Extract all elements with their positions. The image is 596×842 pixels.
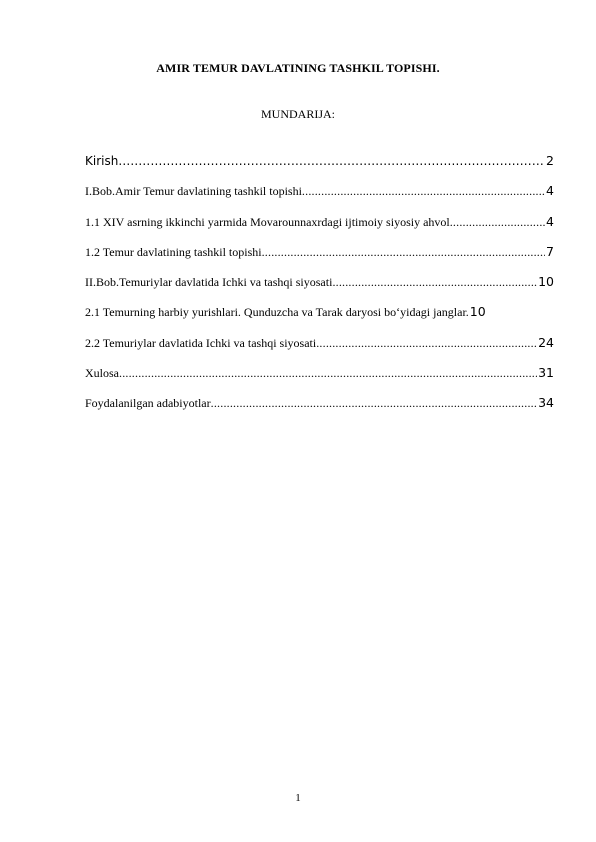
toc-leader-dots	[332, 275, 537, 290]
toc-entry-text: 2.1 Temurning harbiy yurishlari. Qunduzcha va Tarak daryosi bo‘yidagi janglar.	[85, 305, 469, 320]
toc-entry-section-2-2[interactable]	[85, 335, 554, 353]
toc-entry-text: 2.2 Temuriylar davlatida Ichki va tashqi siyosati	[85, 335, 317, 350]
toc-leader-dots	[211, 396, 537, 411]
toc-entry-page: 2	[546, 153, 554, 168]
toc-entry-chapter-1[interactable]	[85, 183, 554, 201]
toc-entry-chapter-2[interactable]	[85, 274, 554, 292]
toc-entry-page: 10	[538, 274, 554, 290]
toc-leader-dots	[118, 154, 545, 168]
toc-entry-page: 7	[546, 243, 554, 259]
toc-entry-page: 4	[546, 183, 554, 199]
toc-entry-page: 34	[538, 395, 554, 411]
table-of-contents	[85, 153, 554, 426]
toc-leader-dots	[316, 336, 537, 351]
toc-leader-dots	[302, 184, 545, 199]
toc-entry-page: 24	[538, 334, 554, 350]
toc-entry-section-2-1[interactable]	[85, 304, 554, 322]
toc-entry-text: Foydalanilgan adabiyotlar	[85, 396, 211, 411]
toc-entry-bibliography[interactable]	[85, 395, 554, 413]
document-title: AMIR TEMUR DAVLATINING TASHKIL TOPISHI.	[156, 61, 440, 75]
toc-leader-dots	[450, 215, 545, 230]
toc-entry-text: Xulosa	[85, 366, 119, 381]
toc-leader-dots	[262, 245, 545, 260]
toc-entry-text: Kirish	[85, 154, 119, 168]
toc-heading: MUNDARIJA:	[260, 107, 335, 121]
page-number: 1	[295, 792, 301, 804]
toc-entry-page: 10	[469, 304, 486, 320]
toc-leader-dots	[119, 366, 537, 381]
toc-entry-xulosa[interactable]	[85, 365, 554, 383]
toc-entry-text: I.Bob.Amir Temur davlatining tashkil topishi	[85, 184, 302, 199]
toc-entry-text: 1.1 XIV asrning ikkinchi yarmida Movarounnaxrdagi ijtimoiy siyosiy ahvol	[85, 214, 450, 229]
toc-entry-section-1-2[interactable]	[85, 244, 554, 262]
toc-entry-page: 4	[546, 213, 554, 229]
toc-entry-kirish[interactable]	[85, 153, 554, 171]
toc-entry-page: 31	[538, 365, 554, 381]
toc-entry-section-1-1[interactable]	[85, 214, 554, 232]
toc-entry-text: II.Bob.Temuriylar davlatida Ichki va tashqi siyosati	[85, 275, 333, 290]
toc-entry-text: 1.2 Temur davlatining tashkil topishi	[85, 244, 262, 259]
